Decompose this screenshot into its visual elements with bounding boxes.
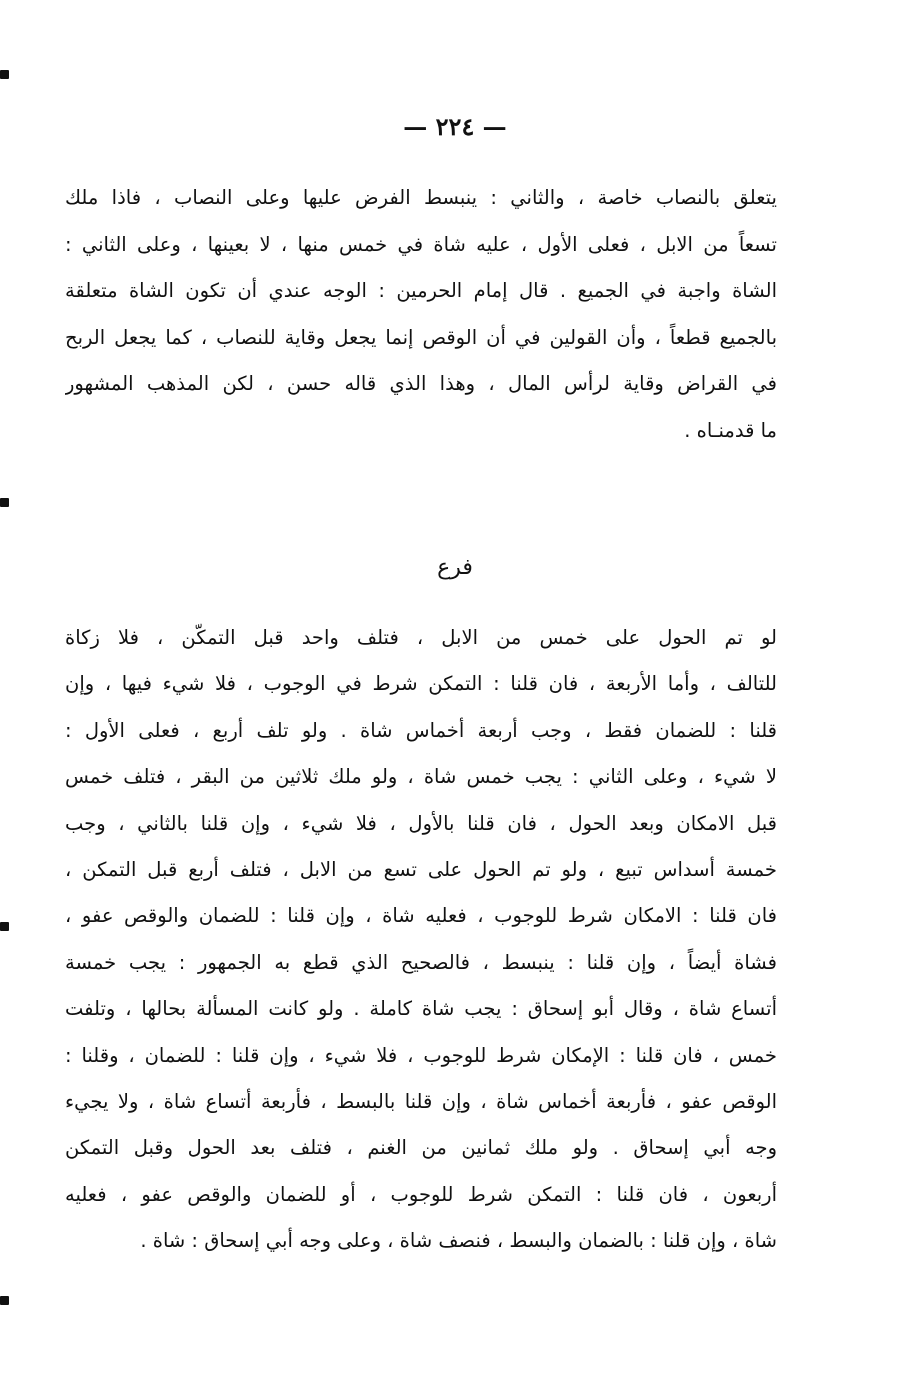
text-line: خمس ، فان قلنا : الإمكان شرط للوجوب ، فلا شيء ، وإن قلنا : للضمان ، وقلنا :: [65, 1043, 777, 1067]
text-line: أربعون ، فان قلنا : التمكن شرط للوجوب ، أو للضمان والوقص عفو ، فعليه: [65, 1182, 777, 1206]
text-line: وجه أبي إسحاق . ولو ملك ثمانين من الغنم ، فتلف بعد الحول وقبل التمكن: [65, 1136, 777, 1160]
section-heading: فرع: [437, 555, 473, 580]
text-line: خمسة أسداس تبيع ، ولو تم الحول على تسع من الابل ، فتلف أربع قبل التمكن ،: [65, 858, 777, 882]
text-line: ما قدمنـاه .: [684, 418, 777, 442]
text-line: فشاة أيضاً ، وإن قلنا : ينبسط ، فالصحيح الذي قطع به الجمهور : يجب خمسة: [65, 950, 777, 974]
text-line: لا شيء ، وعلى الثاني : يجب خمس شاة ، ولو ملك ثلاثين من البقر ، فتلف خمس: [65, 765, 777, 789]
text-line: فان قلنا : الامكان شرط للوجوب ، فعليه شاة ، وإن قلنا : للضمان والوقص عفو ،: [65, 904, 777, 928]
page-number: — ٢٢٤ —: [403, 112, 507, 141]
text-line: في القراض وقاية لرأس المال ، وهذا الذي قاله حسن ، لكن المذهب المشهور: [65, 372, 777, 395]
text-line: الشاة واجبة في الجميع . قال إمام الحرمين : الوجه عندي أن تكون الشاة متعلقة: [65, 279, 777, 302]
text-line: تسعاً من الابل ، فعلى الأول ، عليه شاة في خمس منها ، لا بعينها ، وعلى الثاني :: [65, 232, 777, 256]
binding-hole-mark: [0, 70, 9, 79]
text-line: قبل الامكان وبعد الحول ، فان قلنا بالأول ، فلا شيء ، وإن قلنا بالثاني ، وجب: [65, 811, 777, 835]
text-line: بالجميع قطعاً ، وأن القولين في أن الوقص إنما يجعل وقاية للنصاب ، كما يجعل الربح: [65, 325, 777, 349]
text-line: شاة ، وإن قلنا : بالضمان والبسط ، فنصف شاة ، وعلى وجه أبي إسحاق : شاة .: [140, 1229, 777, 1253]
text-line: يتعلق بالنصاب خاصة ، والثاني : ينبسط الفرض عليها وعلى النصاب ، فاذا ملك: [65, 186, 777, 209]
text-line: الوقص عفو ، فأربعة أخماس شاة ، وإن قلنا بالبسط ، فأربعة أتساع شاة ، ولا يجيء: [65, 1090, 777, 1114]
text-line: أتساع شاة ، وقال أبو إسحاق : يجب شاة كاملة . ولو كانت المسألة بحالها ، وتلفت: [65, 997, 777, 1021]
text-line: للتالف ، وأما الأربعة ، فان قلنا : التمكن شرط في الوجوب ، فلا شيء فيها ، وإن: [65, 672, 777, 696]
binding-hole-mark: [0, 922, 9, 931]
text-line: لو تم الحول على خمس من الابل ، فتلف واحد قبل التمكّن ، فلا زكاة: [65, 626, 777, 649]
paragraph-1: [65, 175, 777, 454]
binding-hole-mark: [0, 498, 9, 507]
text-line: قلنا : للضمان فقط ، وجب أربعة أخماس شاة . ولو تلف أربع ، فعلى الأول :: [65, 718, 777, 742]
binding-hole-mark: [0, 1296, 9, 1305]
paragraph-2: [65, 615, 777, 1265]
